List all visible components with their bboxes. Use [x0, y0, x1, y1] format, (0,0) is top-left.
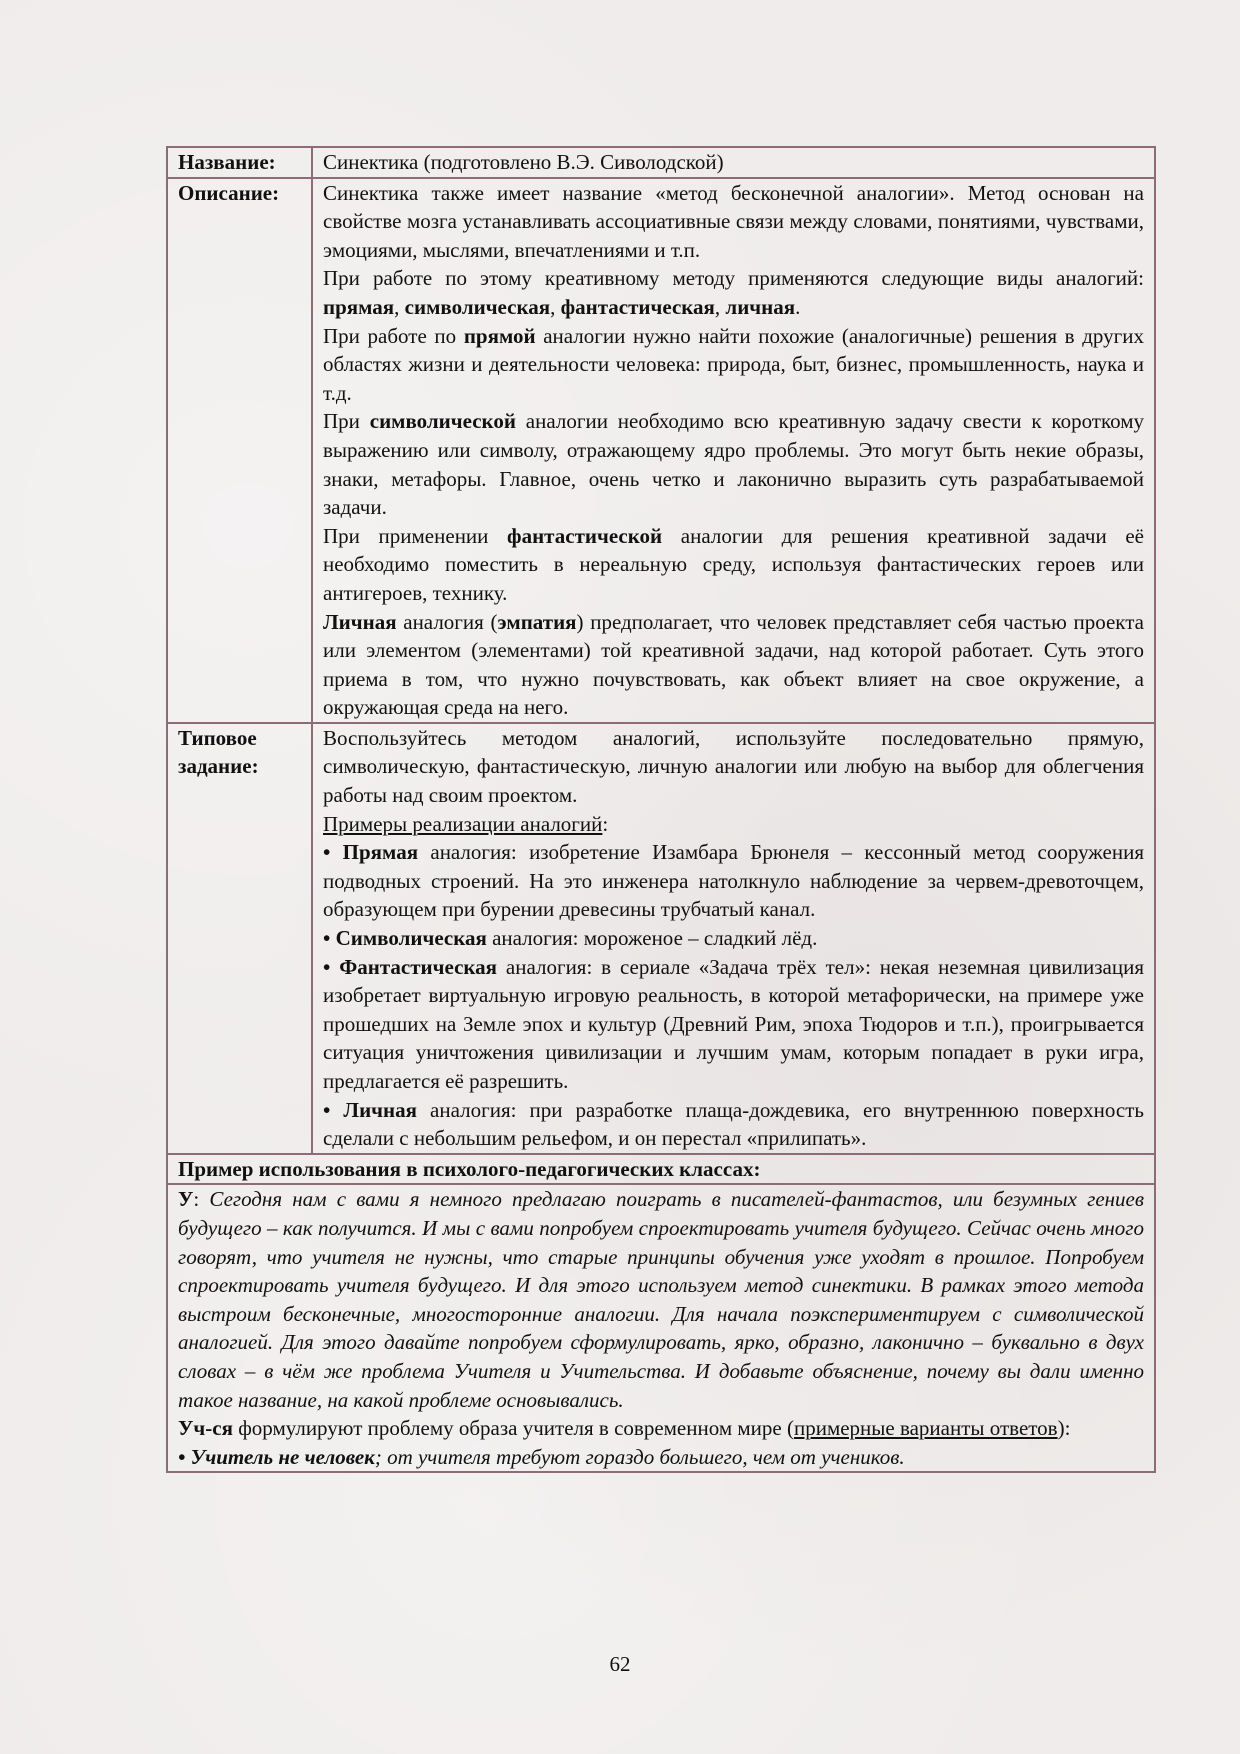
description-paragraph: При символической аналогии необходимо всю креативную задачу свести к короткому выражению или символу, отражающему ядро проблемы. Это могут быть некие образы, знаки, метафоры. Главное, очень четко и лаконично выразить суть разрабатываемой задачи.: [323, 409, 1144, 520]
description-paragraph: При применении фантастической аналогии для решения креативной задачи её необходимо поместить в нереальную среду, используя фантастических героев или антигероев, технику.: [323, 523, 1144, 605]
table-row: [167, 723, 1155, 1154]
method-table: [166, 146, 1156, 1473]
example-cell: [167, 1184, 1155, 1472]
description-paragraph: При работе по этому креативному методу применяются следующие виды аналогий: прямая, символическая, фантастическая, личная.: [323, 266, 1144, 319]
example-item: • Символическая аналогия: мороженое – сладкий лёд.: [323, 926, 818, 951]
answer-item: • Учитель не человек; от учителя требуют гораздо большего, чем от учеников.: [178, 1444, 905, 1469]
description-paragraph: Личная аналогия (эмпатия) предполагает, что человек представляет себя частью проекта или элементом (элементами) той креативной задачи, над которой работает. Суть этого приема в том, что нужно почувствовать, как объект влияет на свое окружение, а окружающая среда на него.: [323, 609, 1144, 720]
name-label: Название:: [167, 147, 312, 178]
page-number: 62: [609, 1652, 631, 1676]
table-row: [167, 178, 1155, 723]
task-label: Типовое задание:: [167, 723, 312, 1154]
example-item: • Прямая аналогия: изобретение Изамбара Брюнеля – кессонный метод сооружения подводных строений. На это инженера натолкнуло наблюдение за червем-древоточцем, образующем при бурении древесины трубчатый канал.: [323, 840, 1144, 922]
example-item: • Личная аналогия: при разработке плаща-дождевика, его внутреннюю поверхность сделали с небольшим рельефом, и он перестал «прилипать».: [323, 1097, 1145, 1151]
table-row: [167, 147, 1155, 178]
example-item: • Фантастическая аналогия: в сериале «Задача трёх тел»: некая неземная цивилизация изобретает виртуальную игровую реальность, в которой метафорически, на примере уже прошедших на Земле эпох и культур (Древний Рим, эпоха Тюдоров и т.п.), проигрывается ситуация уничтожения цивилизации и лучшим умам, которым попадает в руки игра, предлагается её разрешить.: [323, 954, 1144, 1093]
examples-heading: Примеры реализации аналогий:: [323, 811, 609, 836]
teacher-paragraph: У: Сегодня нам с вами я немного предлагаю поиграть в писателей-фантастов, или безумных гениев будущего – как получится. И мы с вами попробуем спроектировать учителя будущего. Сейчас очень много говорят, что учителя не нужны, что старые принципы обучения уже уходят в прошлое. Попробуем спроектировать учителя будущего. И для этого используем метод синектики. В рамках этого метода выстроим бесконечные, многосторонние аналогии. Для начала поэкспериментируем с символической аналогией. Для этого давайте попробуем сформулировать, ярко, образно, лаконично – буквально в двух словах – в чём же проблема Учителя и Учительства. И добавьте объяснение, почему вы дали именно такое название, на какой проблеме основывались.: [178, 1187, 1144, 1412]
description-paragraph: При работе по прямой аналогии нужно найти похожие (аналогичные) решения в других областях жизни и деятельности человека: природа, быт, бизнес, промышленность, наука и т.д.: [323, 323, 1144, 405]
description-cell: [312, 178, 1155, 723]
table-row: [167, 1154, 1155, 1185]
task-paragraph: Воспользуйтесь методом аналогий, используйте последовательно прямую, символическую, фантастическую, личную аналогии или любую на выбор для облегчения работы над своим проектом.: [323, 725, 1144, 808]
task-cell: [312, 723, 1155, 1154]
example-heading: Пример использования в психолого-педагогических классах:: [167, 1154, 1155, 1185]
description-paragraph: Синектика также имеет название «метод бесконечной аналогии». Метод основан на свойстве мозга устанавливать ассоциативные связи между словами, понятиями, чувствами, эмоциями, мыслями, впечатлениями и т.п.: [323, 180, 1144, 262]
table-row: [167, 1184, 1155, 1472]
description-label: Описание:: [167, 178, 312, 723]
name-value: Синектика (подготовлено В.Э. Сиволодской): [312, 147, 1155, 178]
students-paragraph: Уч-ся формулируют проблему образа учителя в современном мире (примерные варианты ответов):: [178, 1416, 1071, 1441]
